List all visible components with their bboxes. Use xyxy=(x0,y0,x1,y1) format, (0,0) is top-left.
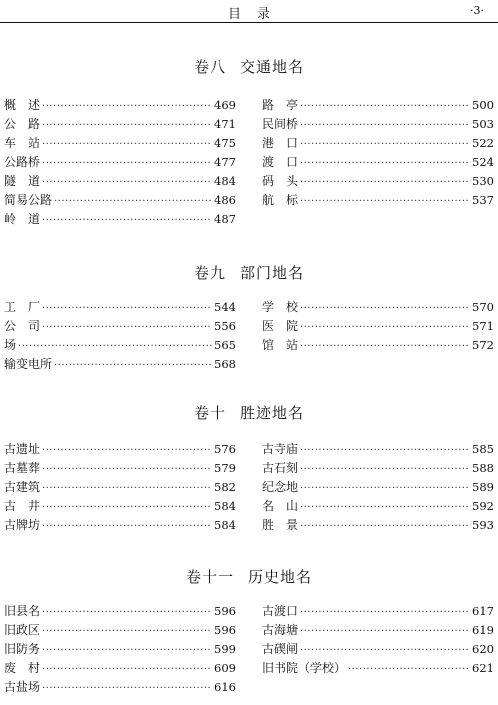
toc-entry[interactable] xyxy=(4,659,236,678)
toc-entry-page: 582 xyxy=(214,480,236,494)
toc-entry-page: 585 xyxy=(472,442,494,456)
section-name: 胜迹地名 xyxy=(240,404,305,422)
toc-entry-name: 隧 道 xyxy=(4,174,41,188)
section-title xyxy=(0,402,498,423)
toc-entry[interactable] xyxy=(262,298,494,317)
toc-entry-page: 621 xyxy=(472,661,494,675)
toc-entry-name: 车 站 xyxy=(4,136,41,150)
toc-entry[interactable] xyxy=(4,134,236,153)
toc-entry-name: 名 山 xyxy=(262,499,299,513)
toc-entry-name: 废 村 xyxy=(4,661,41,675)
running-header xyxy=(0,0,498,22)
right-column xyxy=(262,440,494,535)
toc-entry[interactable] xyxy=(4,298,236,317)
dot-leader xyxy=(42,441,212,460)
toc-entry-name: 古牌坊 xyxy=(4,518,41,532)
toc-entry[interactable] xyxy=(262,96,494,115)
toc-entry-page: 619 xyxy=(472,623,494,637)
section-title xyxy=(0,262,498,283)
dot-leader xyxy=(42,679,212,698)
dot-leader xyxy=(300,97,470,116)
right-column xyxy=(262,96,494,210)
left-column xyxy=(4,440,236,535)
dot-leader xyxy=(42,622,212,641)
toc-entry[interactable] xyxy=(4,317,236,336)
dot-leader xyxy=(42,299,212,318)
dot-leader xyxy=(54,356,212,375)
section-name: 交通地名 xyxy=(240,58,305,76)
dot-leader xyxy=(42,116,212,135)
toc-entry-page: 599 xyxy=(214,642,236,656)
toc-entry-name: 简易公路 xyxy=(4,193,53,207)
toc-entry-name: 医 院 xyxy=(262,319,299,333)
dot-leader xyxy=(42,460,212,479)
section-volume: 卷八 xyxy=(193,58,226,76)
toc-entry-page: 565 xyxy=(214,338,236,352)
toc-entry-page: 596 xyxy=(214,604,236,618)
toc-entry[interactable] xyxy=(4,336,236,355)
left-column xyxy=(4,602,236,697)
dot-leader xyxy=(18,337,212,356)
toc-entry-name: 古 井 xyxy=(4,499,41,513)
toc-entry[interactable] xyxy=(4,191,236,210)
toc-entry-name: 航 标 xyxy=(262,193,299,207)
toc-entry[interactable] xyxy=(262,516,494,535)
toc-entry[interactable] xyxy=(262,115,494,134)
dot-leader xyxy=(300,318,470,337)
dot-leader xyxy=(42,603,212,622)
header-title: 目录 xyxy=(227,7,286,22)
dot-leader xyxy=(42,517,212,536)
toc-entry-name: 路 亭 xyxy=(262,98,299,112)
dot-leader xyxy=(300,441,470,460)
dot-leader xyxy=(42,173,212,192)
toc-entry[interactable] xyxy=(4,516,236,535)
toc-entry-name: 古石刻 xyxy=(262,461,299,475)
toc-entry[interactable] xyxy=(4,96,236,115)
toc-entry[interactable] xyxy=(4,459,236,478)
toc-entry-page: 617 xyxy=(472,604,494,618)
toc-entry-page: 579 xyxy=(214,461,236,475)
toc-entry[interactable] xyxy=(4,440,236,459)
dot-leader xyxy=(42,97,212,116)
page-number: ·3· xyxy=(470,4,484,17)
toc-entry-name: 古墓葬 xyxy=(4,461,41,475)
section-name: 部门地名 xyxy=(240,264,305,282)
toc-entry-page: 570 xyxy=(472,300,494,314)
toc-entry[interactable] xyxy=(262,640,494,659)
toc-entry-page: 469 xyxy=(214,98,236,112)
dot-leader xyxy=(300,135,470,154)
section-title xyxy=(0,566,498,587)
toc-entry-name: 公路桥 xyxy=(4,155,41,169)
toc-entry-name: 场 xyxy=(4,338,17,352)
toc-entry-page: 544 xyxy=(214,300,236,314)
toc-entry-name: 学 校 xyxy=(262,300,299,314)
toc-entry[interactable] xyxy=(262,134,494,153)
toc-entry-name: 工 厂 xyxy=(4,300,41,314)
toc-entry-page: 556 xyxy=(214,319,236,333)
dot-leader xyxy=(300,173,470,192)
section-volume: 卷九 xyxy=(193,264,226,282)
toc-entry[interactable] xyxy=(262,172,494,191)
dot-leader xyxy=(300,116,470,135)
dot-leader xyxy=(300,622,470,641)
toc-entry-name: 码 头 xyxy=(262,174,299,188)
section-volume: 卷十一 xyxy=(185,568,234,586)
left-column xyxy=(4,298,236,374)
toc-entry-page: 592 xyxy=(472,499,494,513)
toc-entry-name: 古遗址 xyxy=(4,442,41,456)
toc-entry-page: 503 xyxy=(472,117,494,131)
toc-entry[interactable] xyxy=(4,172,236,191)
toc-entry[interactable] xyxy=(262,659,494,678)
toc-entry[interactable] xyxy=(4,355,236,374)
toc-entry-name: 胜 景 xyxy=(262,518,299,532)
toc-entry-page: 530 xyxy=(472,174,494,188)
dot-leader xyxy=(300,154,470,173)
toc-entry[interactable] xyxy=(4,678,236,697)
toc-entry-page: 522 xyxy=(472,136,494,150)
toc-entry-page: 471 xyxy=(214,117,236,131)
section-title xyxy=(0,56,498,77)
toc-entry-page: 571 xyxy=(472,319,494,333)
dot-leader xyxy=(300,337,470,356)
toc-entry-name: 旧县名 xyxy=(4,604,41,618)
toc-entry-name: 古建筑 xyxy=(4,480,41,494)
toc-entry[interactable] xyxy=(4,497,236,516)
toc-entry-page: 500 xyxy=(472,98,494,112)
toc-entry[interactable] xyxy=(4,602,236,621)
dot-leader xyxy=(54,192,212,211)
toc-entry[interactable] xyxy=(262,621,494,640)
toc-entry-page: 568 xyxy=(214,357,236,371)
toc-entry-page: 584 xyxy=(214,499,236,513)
dot-leader xyxy=(300,641,470,660)
section-name: 历史地名 xyxy=(248,568,313,586)
toc-entry-name: 纪念地 xyxy=(262,480,299,494)
toc-entry-name: 馆 站 xyxy=(262,338,299,352)
toc-entry-page: 524 xyxy=(472,155,494,169)
dot-leader xyxy=(42,479,212,498)
toc-entry-page: 475 xyxy=(214,136,236,150)
dot-leader xyxy=(42,318,212,337)
header-rule xyxy=(0,22,498,23)
toc-entry[interactable] xyxy=(262,153,494,172)
toc-entry-name: 渡 口 xyxy=(262,155,299,169)
toc-entry[interactable] xyxy=(262,497,494,516)
dot-leader xyxy=(300,460,470,479)
toc-entry-name: 古寺庙 xyxy=(262,442,299,456)
toc-entry-page: 477 xyxy=(214,155,236,169)
toc-entry[interactable] xyxy=(4,640,236,659)
dot-leader xyxy=(300,498,470,517)
toc-entry-page: 484 xyxy=(214,174,236,188)
toc-entry-page: 572 xyxy=(472,338,494,352)
toc-entry-page: 487 xyxy=(214,212,236,226)
dot-leader xyxy=(300,603,470,622)
toc-entry-name: 旧政区 xyxy=(4,623,41,637)
toc-entry[interactable] xyxy=(262,478,494,497)
toc-entry-page: 589 xyxy=(472,480,494,494)
toc-entry[interactable] xyxy=(262,317,494,336)
dot-leader xyxy=(42,641,212,660)
toc-entry-page: 588 xyxy=(472,461,494,475)
dot-leader xyxy=(42,211,212,230)
toc-entry-page: 620 xyxy=(472,642,494,656)
dot-leader xyxy=(300,479,470,498)
toc-entry-name: 古盐场 xyxy=(4,680,41,694)
toc-entry-page: 593 xyxy=(472,518,494,532)
toc-entry-page: 584 xyxy=(214,518,236,532)
toc-entry[interactable] xyxy=(262,191,494,210)
toc-entry[interactable] xyxy=(4,210,236,229)
toc-entry-page: 537 xyxy=(472,193,494,207)
dot-leader xyxy=(42,135,212,154)
section-volume: 卷十 xyxy=(193,404,226,422)
toc-entry-name: 旧防务 xyxy=(4,642,41,656)
dot-leader xyxy=(300,192,470,211)
toc-entry-name: 公 司 xyxy=(4,319,41,333)
toc-entry[interactable] xyxy=(4,478,236,497)
toc-entry-name: 旧书院（学校） xyxy=(262,661,347,675)
toc-entry-name: 古碶闸 xyxy=(262,642,299,656)
toc-entry[interactable] xyxy=(262,336,494,355)
toc-entry[interactable] xyxy=(4,621,236,640)
toc-entry-name: 公 路 xyxy=(4,117,41,131)
toc-entry-page: 576 xyxy=(214,442,236,456)
toc-entry-page: 609 xyxy=(214,661,236,675)
toc-entry[interactable] xyxy=(262,602,494,621)
toc-entry[interactable] xyxy=(262,440,494,459)
toc-entry[interactable] xyxy=(4,115,236,134)
dot-leader xyxy=(42,154,212,173)
toc-entry-name: 民间桥 xyxy=(262,117,299,131)
toc-entry-name: 岭 道 xyxy=(4,212,41,226)
dot-leader xyxy=(42,660,212,679)
toc-entry-name: 古海塘 xyxy=(262,623,299,637)
toc-entry-page: 596 xyxy=(214,623,236,637)
dot-leader xyxy=(348,660,470,679)
dot-leader xyxy=(42,498,212,517)
dot-leader xyxy=(300,299,470,318)
toc-entry[interactable] xyxy=(4,153,236,172)
toc-entry-page: 486 xyxy=(214,193,236,207)
left-column xyxy=(4,96,236,229)
toc-entry-name: 古渡口 xyxy=(262,604,299,618)
right-column xyxy=(262,298,494,355)
right-column xyxy=(262,602,494,678)
toc-entry[interactable] xyxy=(262,459,494,478)
toc-entry-name: 港 口 xyxy=(262,136,299,150)
toc-entry-page: 616 xyxy=(214,680,236,694)
toc-entry-name: 概 述 xyxy=(4,98,41,112)
toc-entry-name: 输变电所 xyxy=(4,357,53,371)
dot-leader xyxy=(300,517,470,536)
